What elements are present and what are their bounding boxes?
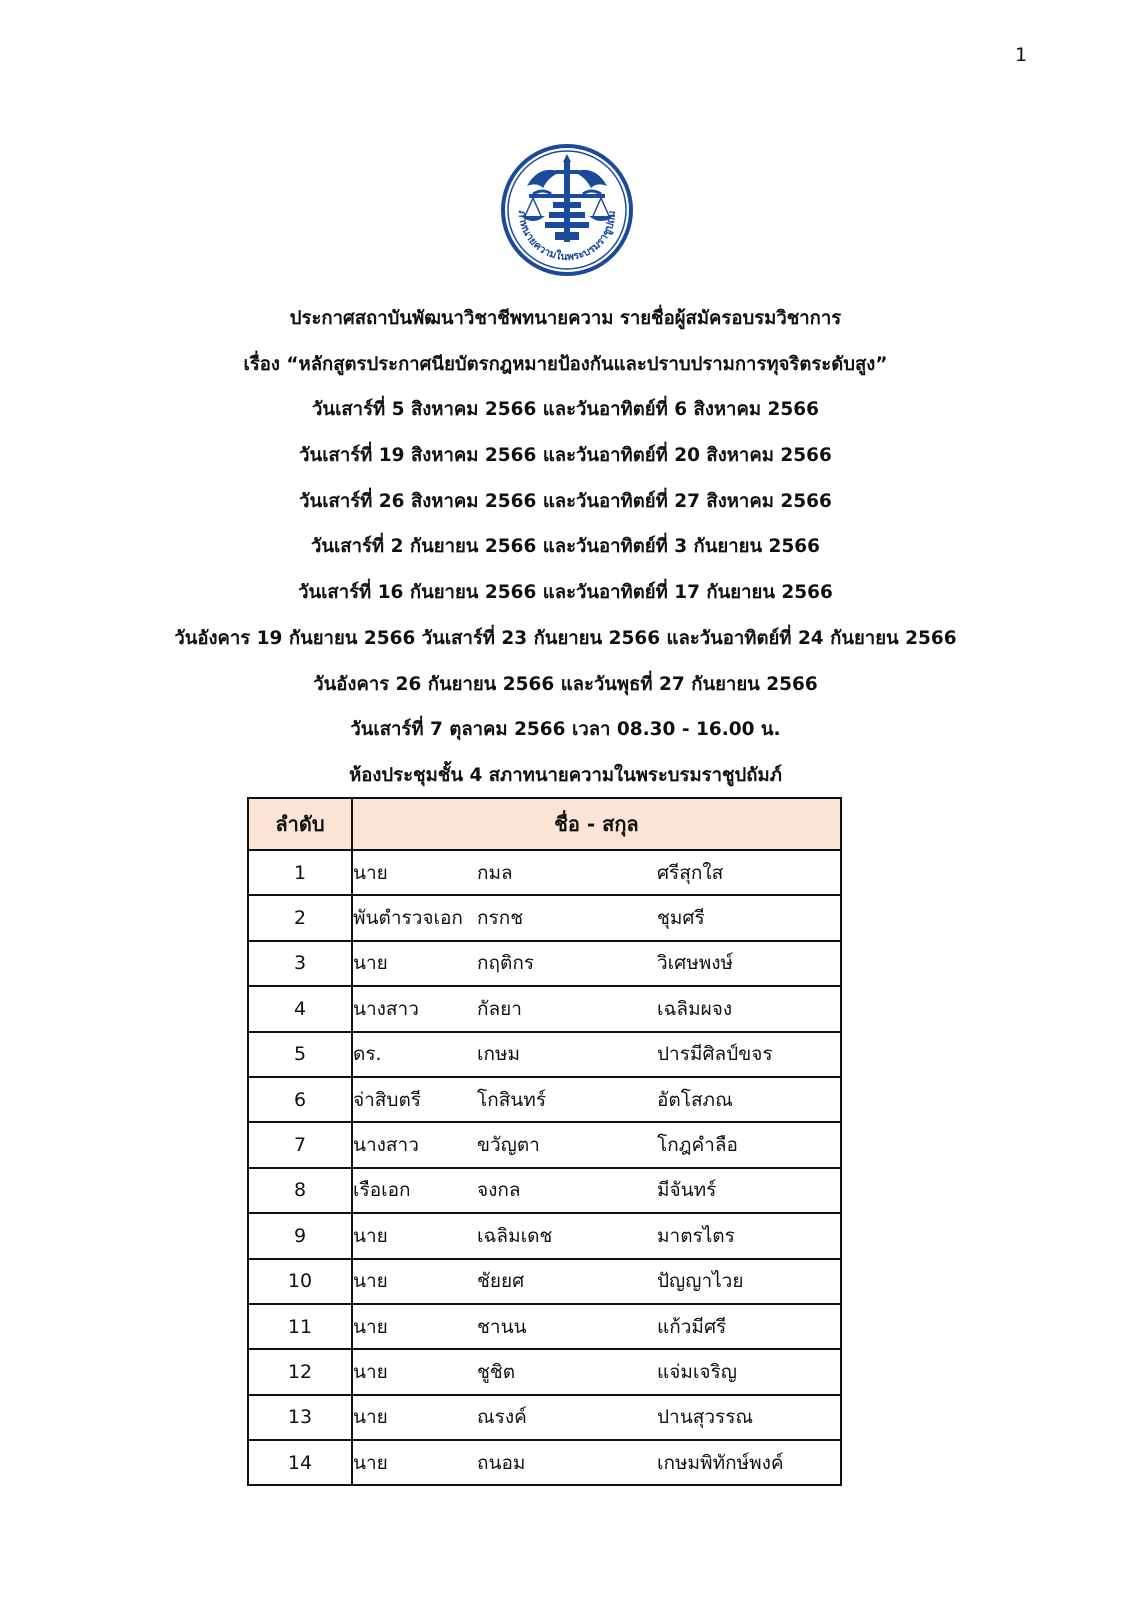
last-name: ปานสุวรรณ	[657, 1406, 754, 1429]
row-number: 4	[248, 986, 352, 1031]
heading-venue-line: ห้องประชุมชั้น 4 สภาทนายความในพระบรมราชูปถัมภ์	[349, 764, 782, 786]
last-name: มีจันทร์	[657, 1179, 717, 1202]
row-number: 11	[248, 1304, 352, 1349]
row-full-name	[352, 986, 841, 1031]
last-name: วิเศษพงษ์	[657, 952, 734, 975]
first-name: จงกล	[477, 1179, 521, 1202]
row-full-name	[352, 850, 841, 895]
table-row	[248, 1440, 841, 1485]
table-row	[248, 1259, 841, 1304]
row-number: 8	[248, 1168, 352, 1213]
row-full-name	[352, 1213, 841, 1258]
heading-date-line: วันเสาร์ที่ 2 กันยายน 2566 และวันอาทิตย์ที่ 3 กันยายน 2566	[310, 536, 821, 558]
table-row	[248, 941, 841, 986]
row-number: 3	[248, 941, 352, 986]
name-title: นาย	[353, 1360, 388, 1383]
table-row	[248, 1304, 841, 1349]
row-full-name	[352, 1168, 841, 1213]
name-title: พันตำรวจเอก	[353, 907, 463, 930]
heading-time-line: วันเสาร์ที่ 7 ตุลาคม 2566 เวลา 08.30 - 16.00 น.	[350, 719, 781, 741]
name-title: นาย	[353, 1406, 388, 1429]
row-full-name	[352, 1259, 841, 1304]
name-title: นาย	[353, 1451, 388, 1474]
name-title: เรือเอก	[353, 1179, 411, 1202]
last-name: ศรีสุกใส	[657, 861, 724, 884]
first-name: ขวัญตา	[477, 1134, 540, 1157]
name-title: นาย	[353, 952, 388, 975]
table-row	[248, 1168, 841, 1213]
name-title: ดร.	[353, 1043, 382, 1066]
heading-date-line: วันอังคาร 26 กันยายน 2566 และวันพุธที่ 27 กันยายน 2566	[313, 673, 818, 695]
row-number: 1	[248, 850, 352, 895]
participant-table	[247, 797, 842, 1486]
row-full-name	[352, 941, 841, 986]
first-name: กรกช	[477, 907, 524, 930]
row-number: 10	[248, 1259, 352, 1304]
name-title: จ่าสิบตรี	[353, 1088, 422, 1111]
first-name: ชัยยศ	[477, 1270, 525, 1293]
first-name: เกษม	[477, 1043, 521, 1066]
first-name: ชูชิต	[477, 1360, 516, 1383]
first-name: โกสินทร์	[477, 1088, 547, 1111]
last-name: เฉลิมผจง	[657, 997, 733, 1020]
row-full-name	[352, 1122, 841, 1167]
table-header-row	[248, 798, 841, 850]
page-number: 1	[1015, 44, 1028, 66]
seal-graphic	[499, 142, 635, 278]
last-name: ปัญญาไวย	[657, 1270, 744, 1293]
name-title: นาย	[353, 1315, 388, 1338]
row-number: 9	[248, 1213, 352, 1258]
table-row	[248, 1395, 841, 1440]
row-number: 13	[248, 1395, 352, 1440]
table-row	[248, 850, 841, 895]
heading-date-line: วันอังคาร 19 กันยายน 2566 วันเสาร์ที่ 23 กันยายน 2566 และวันอาทิตย์ที่ 24 กันยายน 2566	[174, 627, 957, 649]
announcement-heading	[0, 296, 1131, 799]
table-row	[248, 1122, 841, 1167]
table-body	[248, 850, 841, 1485]
row-number: 12	[248, 1349, 352, 1394]
first-name: กมล	[477, 861, 513, 884]
heading-date-line: วันเสาร์ที่ 5 สิงหาคม 2566 และวันอาทิตย์ที่ 6 สิงหาคม 2566	[312, 399, 819, 421]
first-name: เฉลิมเดช	[477, 1224, 553, 1247]
name-title: นาย	[353, 1224, 388, 1247]
row-number: 5	[248, 1032, 352, 1077]
last-name: ชุมศรี	[657, 907, 705, 930]
heading-title: ประกาศสถาบันพัฒนาวิชาชีพทนายความ รายชื่อผู้สมัครอบรมวิชาการ	[289, 308, 842, 329]
name-title: นางสาว	[353, 997, 419, 1020]
column-header-name: ชื่อ - สกุล	[352, 798, 841, 850]
row-full-name	[352, 1440, 841, 1485]
last-name: แจ่มเจริญ	[657, 1360, 737, 1383]
row-full-name	[352, 1077, 841, 1122]
first-name: ถนอม	[477, 1451, 526, 1474]
table-row	[248, 1032, 841, 1077]
last-name: อัตโสภณ	[657, 1088, 733, 1111]
row-full-name	[352, 1304, 841, 1349]
last-name: ปารมีศิลป์ขจร	[657, 1043, 773, 1066]
seal-text: ภาทนายความในพระบรมราชูปถัม	[515, 210, 619, 264]
heading-date-line: วันเสาร์ที่ 26 สิงหาคม 2566 และวันอาทิตย์ที่ 27 สิงหาคม 2566	[299, 490, 832, 512]
last-name: โกฎคำลือ	[657, 1134, 738, 1157]
lawyers-council-seal-icon	[499, 142, 635, 278]
last-name: เกษมพิทักษ์พงค์	[657, 1451, 784, 1474]
row-full-name	[352, 1349, 841, 1394]
first-name: ณรงค์	[477, 1406, 527, 1429]
row-number: 7	[248, 1122, 352, 1167]
row-number: 14	[248, 1440, 352, 1485]
first-name: กฤติกร	[477, 952, 535, 975]
name-title: นาย	[353, 861, 388, 884]
table-row	[248, 1213, 841, 1258]
first-name: กัลยา	[477, 997, 522, 1020]
table-row	[248, 895, 841, 940]
name-title: นางสาว	[353, 1134, 419, 1157]
last-name: มาตรไตร	[657, 1224, 735, 1247]
heading-date-line: วันเสาร์ที่ 19 สิงหาคม 2566 และวันอาทิตย์ที่ 20 สิงหาคม 2566	[299, 445, 832, 467]
heading-subject: เรื่อง “หลักสูตรประกาศนียบัตรกฎหมายป้องกันและปราบปรามการทุจริตระดับสูง”	[243, 353, 888, 375]
row-full-name	[352, 1395, 841, 1440]
row-full-name	[352, 1032, 841, 1077]
row-number: 6	[248, 1077, 352, 1122]
last-name: แก้วมีศรี	[657, 1315, 727, 1338]
heading-date-line: วันเสาร์ที่ 16 กันยายน 2566 และวันอาทิตย์ที่ 17 กันยายน 2566	[298, 582, 833, 604]
row-full-name	[352, 895, 841, 940]
first-name: ชานน	[477, 1315, 527, 1338]
table-row	[248, 1077, 841, 1122]
column-header-number: ลำดับ	[248, 798, 352, 850]
name-title: นาย	[353, 1270, 388, 1293]
table-row	[248, 1349, 841, 1394]
table-row	[248, 986, 841, 1031]
row-number: 2	[248, 895, 352, 940]
